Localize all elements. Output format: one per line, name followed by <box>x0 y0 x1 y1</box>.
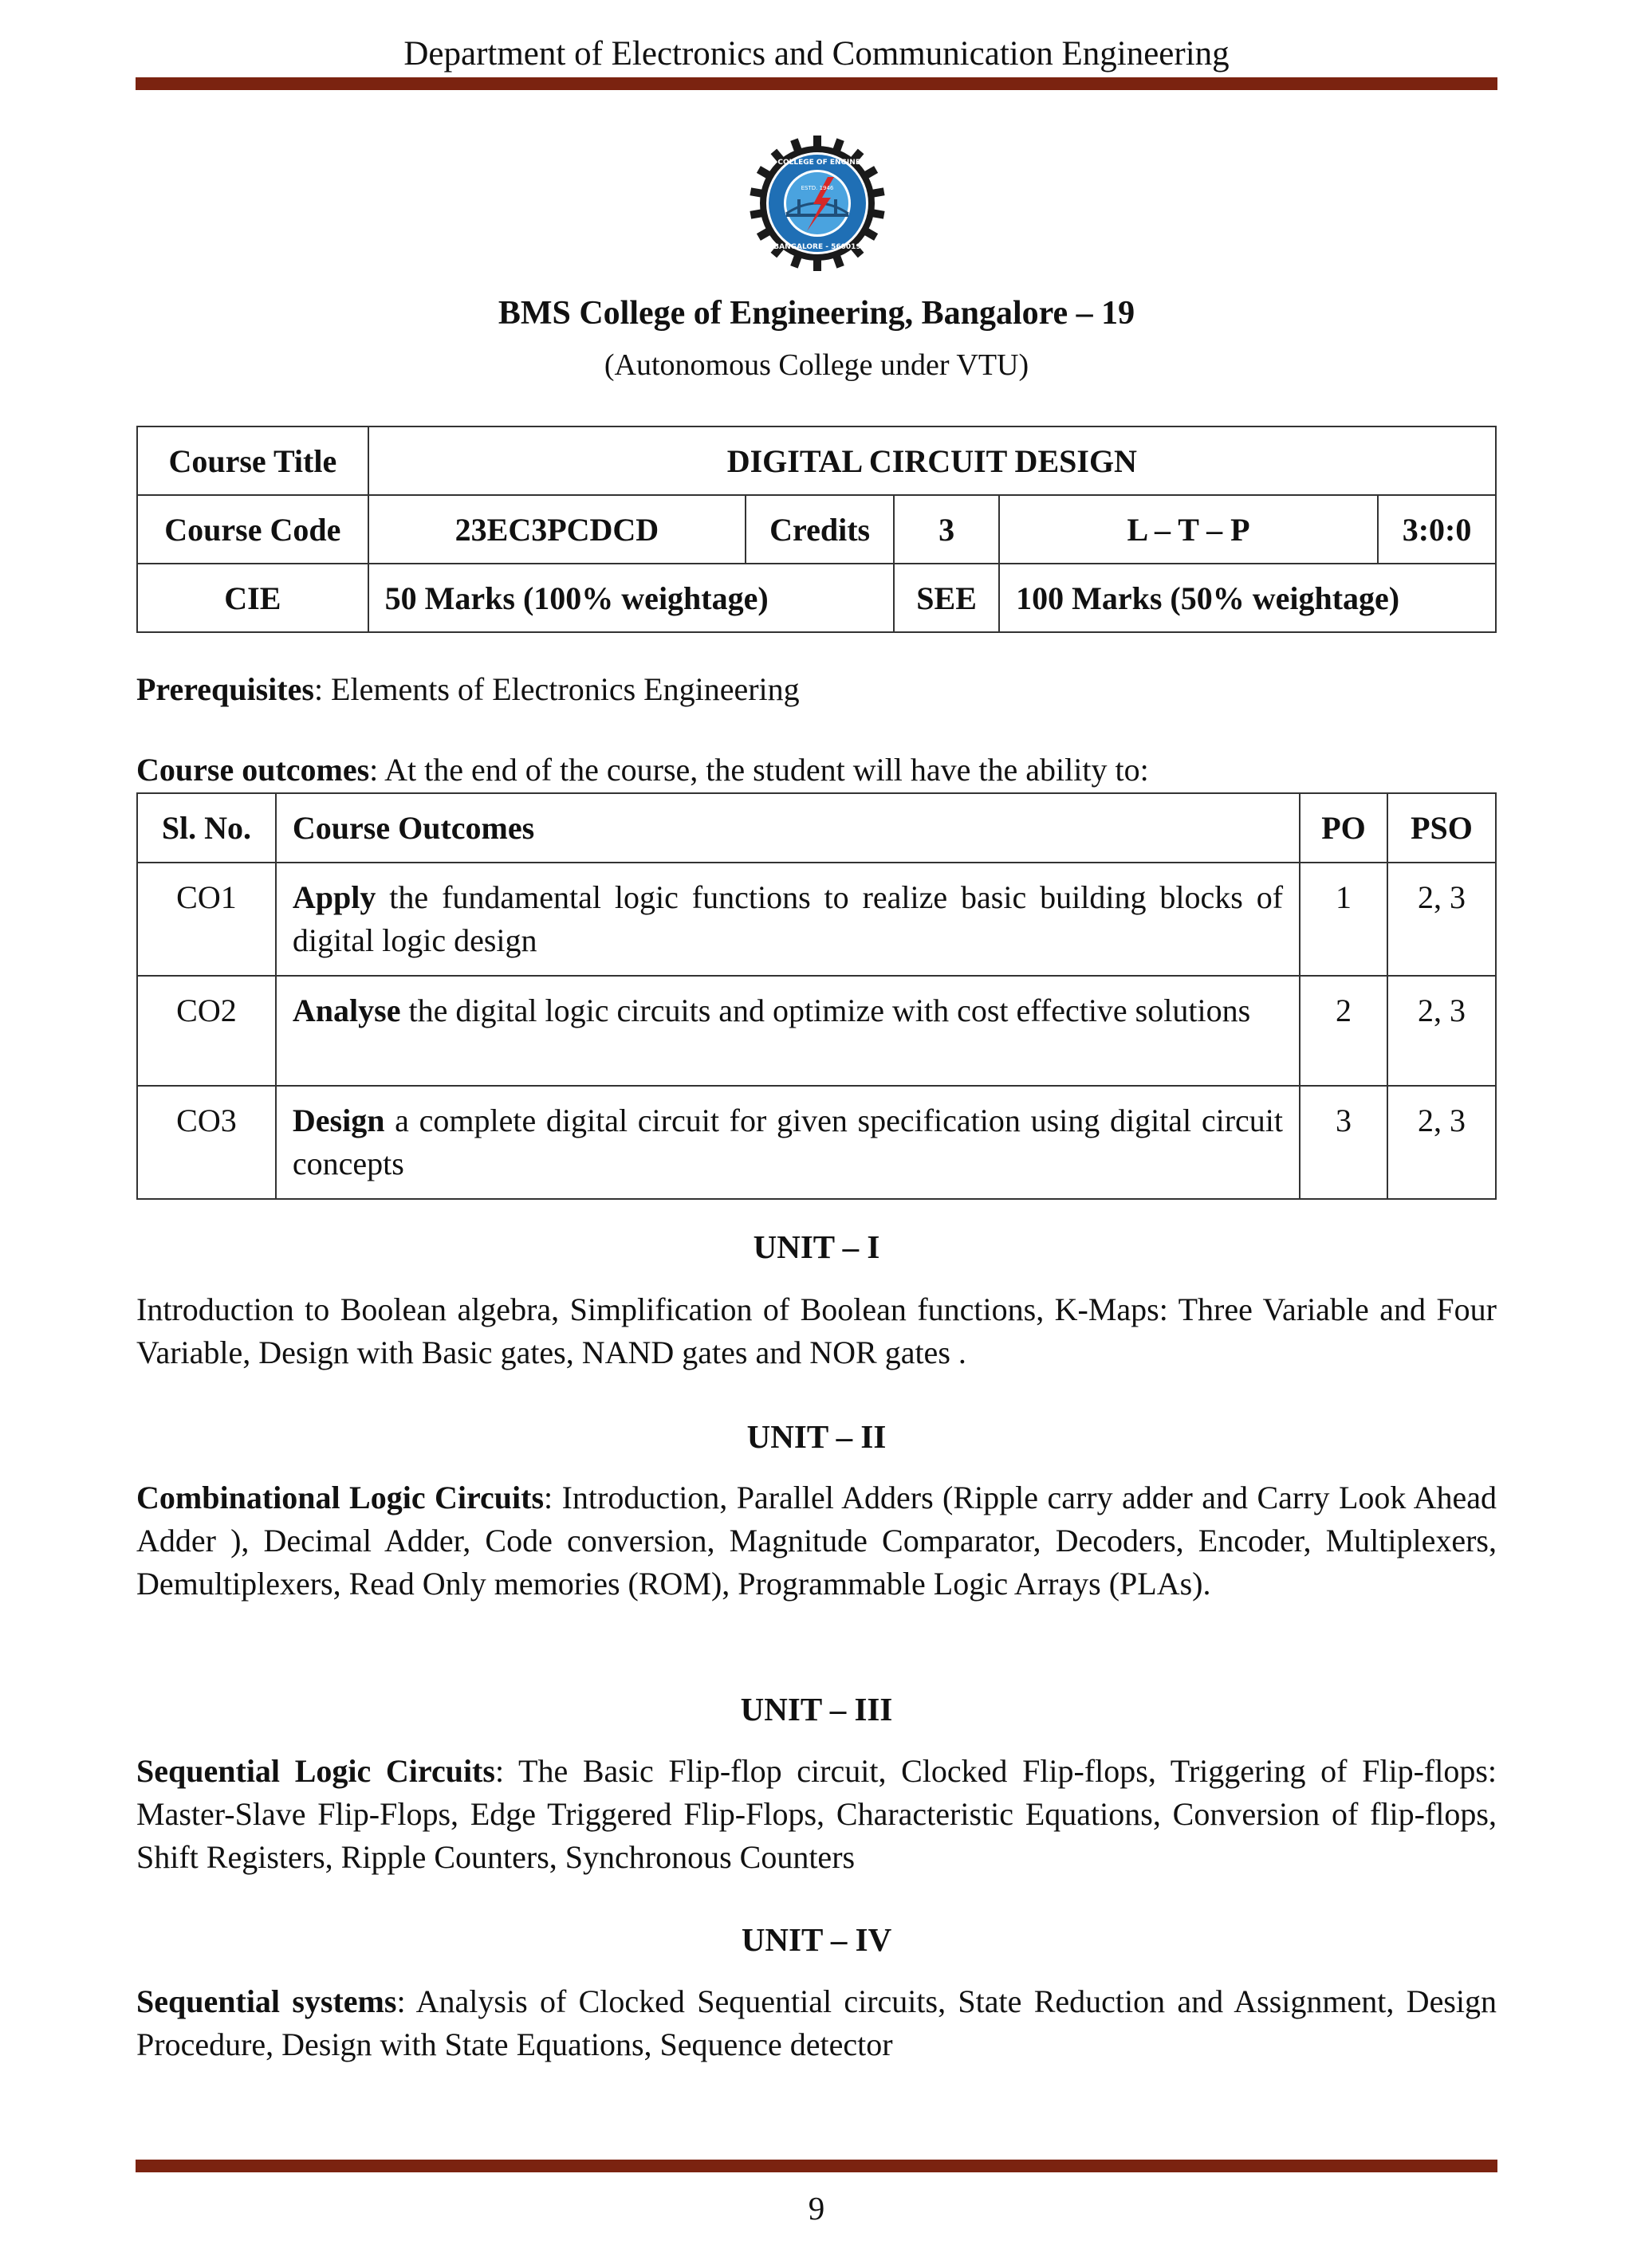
page-number: 9 <box>808 2190 825 2227</box>
unit-4-text: : Analysis of Clocked Sequential circuits, State Reduction and Assignment, Design Procedure, Design with State Equations, Sequence detector <box>136 1983 1497 2062</box>
outcome-sl: CO3 <box>137 1086 276 1199</box>
unit-3-heading: UNIT – III <box>740 1691 893 1728</box>
unit-4-content <box>136 1980 1497 2066</box>
course-code-value: 23EC3PCDCD <box>368 495 746 564</box>
outcome-sl: CO1 <box>137 863 276 976</box>
see-label: SEE <box>894 564 999 632</box>
unit-4-heading: UNIT – IV <box>741 1921 892 1958</box>
header-po: PO <box>1300 793 1387 863</box>
ltp-label: L – T – P <box>999 495 1378 564</box>
unit-1-content <box>136 1288 1497 1374</box>
header-course-outcomes: Course Outcomes <box>276 793 1300 863</box>
outcome-description <box>276 1086 1300 1199</box>
outcome-sl: CO2 <box>137 976 276 1086</box>
unit-3-text: : The Basic Flip-flop circuit, Clocked Flip-flops, Triggering of Flip-flops: Master-Slave Flip-Flops, Edge Triggered Flip-Flops, Characteristic Equations, Conversion of flip-flops, Shift Registers, Ripple Counters, Synchronous Counters <box>136 1753 1497 1875</box>
unit-1-heading: UNIT – I <box>753 1228 880 1265</box>
outcome-po: 2 <box>1300 976 1387 1086</box>
unit-3-topic: Sequential Logic Circuits <box>136 1753 495 1789</box>
assessment-row <box>137 564 1496 632</box>
outcome-text: the fundamental logic functions to realize basic building blocks of digital logic design <box>292 879 1284 958</box>
course-outcomes-label: Course outcomes <box>136 752 370 788</box>
course-title-row <box>137 426 1496 495</box>
outcome-pso: 2, 3 <box>1387 976 1496 1086</box>
prerequisites-label: Prerequisites <box>136 671 314 707</box>
table-row <box>137 863 1496 976</box>
course-code-label: Course Code <box>137 495 368 564</box>
college-logo-icon <box>750 136 885 271</box>
table-row <box>137 976 1496 1086</box>
outcome-pso: 2, 3 <box>1387 863 1496 976</box>
see-value: 100 Marks (50% weightage) <box>999 564 1496 632</box>
credits-value: 3 <box>894 495 999 564</box>
header-rule <box>136 77 1497 90</box>
course-title-value: DIGITAL CIRCUIT DESIGN <box>368 426 1496 495</box>
prerequisites-text: : Elements of Electronics Engineering <box>313 671 800 707</box>
unit-2-heading: UNIT – II <box>746 1418 887 1455</box>
outcome-description <box>276 976 1300 1086</box>
course-outcomes-text: : At the end of the course, the student will have the ability to: <box>369 752 1149 788</box>
unit-2-topic: Combinational Logic Circuits <box>136 1480 545 1515</box>
course-outcomes-table <box>136 792 1497 1200</box>
college-subtitle: (Autonomous College under VTU) <box>604 348 1029 382</box>
course-info-table <box>136 426 1497 633</box>
outcomes-header-row <box>137 793 1496 863</box>
header-sl-no: Sl. No. <box>137 793 276 863</box>
unit-1-text: Introduction to Boolean algebra, Simplification of Boolean functions, K-Maps: Three Variable and Four Variable, Design with Basic gates, NAND gates and NOR gates . <box>136 1291 1497 1370</box>
outcome-verb: Analyse <box>292 992 401 1028</box>
outcome-po: 3 <box>1300 1086 1387 1199</box>
ltp-value: 3:0:0 <box>1378 495 1496 564</box>
course-title-label: Course Title <box>137 426 368 495</box>
course-code-row <box>137 495 1496 564</box>
header-pso: PSO <box>1387 793 1496 863</box>
footer-rule <box>136 2160 1497 2172</box>
unit-3-content <box>136 1750 1497 1879</box>
unit-2-content <box>136 1476 1497 1606</box>
logo-ring-text-bottom: BANGALORE - 560019 <box>773 243 861 251</box>
outcome-description <box>276 863 1300 976</box>
course-outcomes-intro <box>136 749 1497 792</box>
department-header: Department of Electronics and Communication Engineering <box>403 35 1230 73</box>
outcome-po: 1 <box>1300 863 1387 976</box>
unit-4-topic: Sequential systems <box>136 1983 397 2019</box>
prerequisites <box>136 668 1497 711</box>
cie-label: CIE <box>137 564 368 632</box>
outcome-text: a complete digital circuit for given specification using digital circuit concepts <box>292 1103 1284 1181</box>
outcome-pso: 2, 3 <box>1387 1086 1496 1199</box>
outcome-verb: Design <box>292 1103 385 1138</box>
cie-value: 50 Marks (100% weightage) <box>368 564 894 632</box>
college-name: BMS College of Engineering, Bangalore – 19 <box>498 295 1135 332</box>
outcome-text: the digital logic circuits and optimize with cost effective solutions <box>400 992 1251 1028</box>
unit-2-text: : Introduction, Parallel Adders (Ripple carry adder and Carry Look Ahead Adder ), Decimal Adder, Code conversion, Magnitude Comparator, Decoders, Encoder, Multiplexers, Demultiplexers, Read Only memories (ROM), Programmable Logic Arrays (PLAs). <box>136 1480 1497 1602</box>
credits-label: Credits <box>746 495 894 564</box>
logo-ring-text-top: B.M.S. COLLEGE OF ENGINEERING <box>750 159 885 167</box>
outcome-verb: Apply <box>292 879 376 915</box>
table-row <box>137 1086 1496 1199</box>
logo-center-text: ESTD. 1946 <box>801 185 834 191</box>
